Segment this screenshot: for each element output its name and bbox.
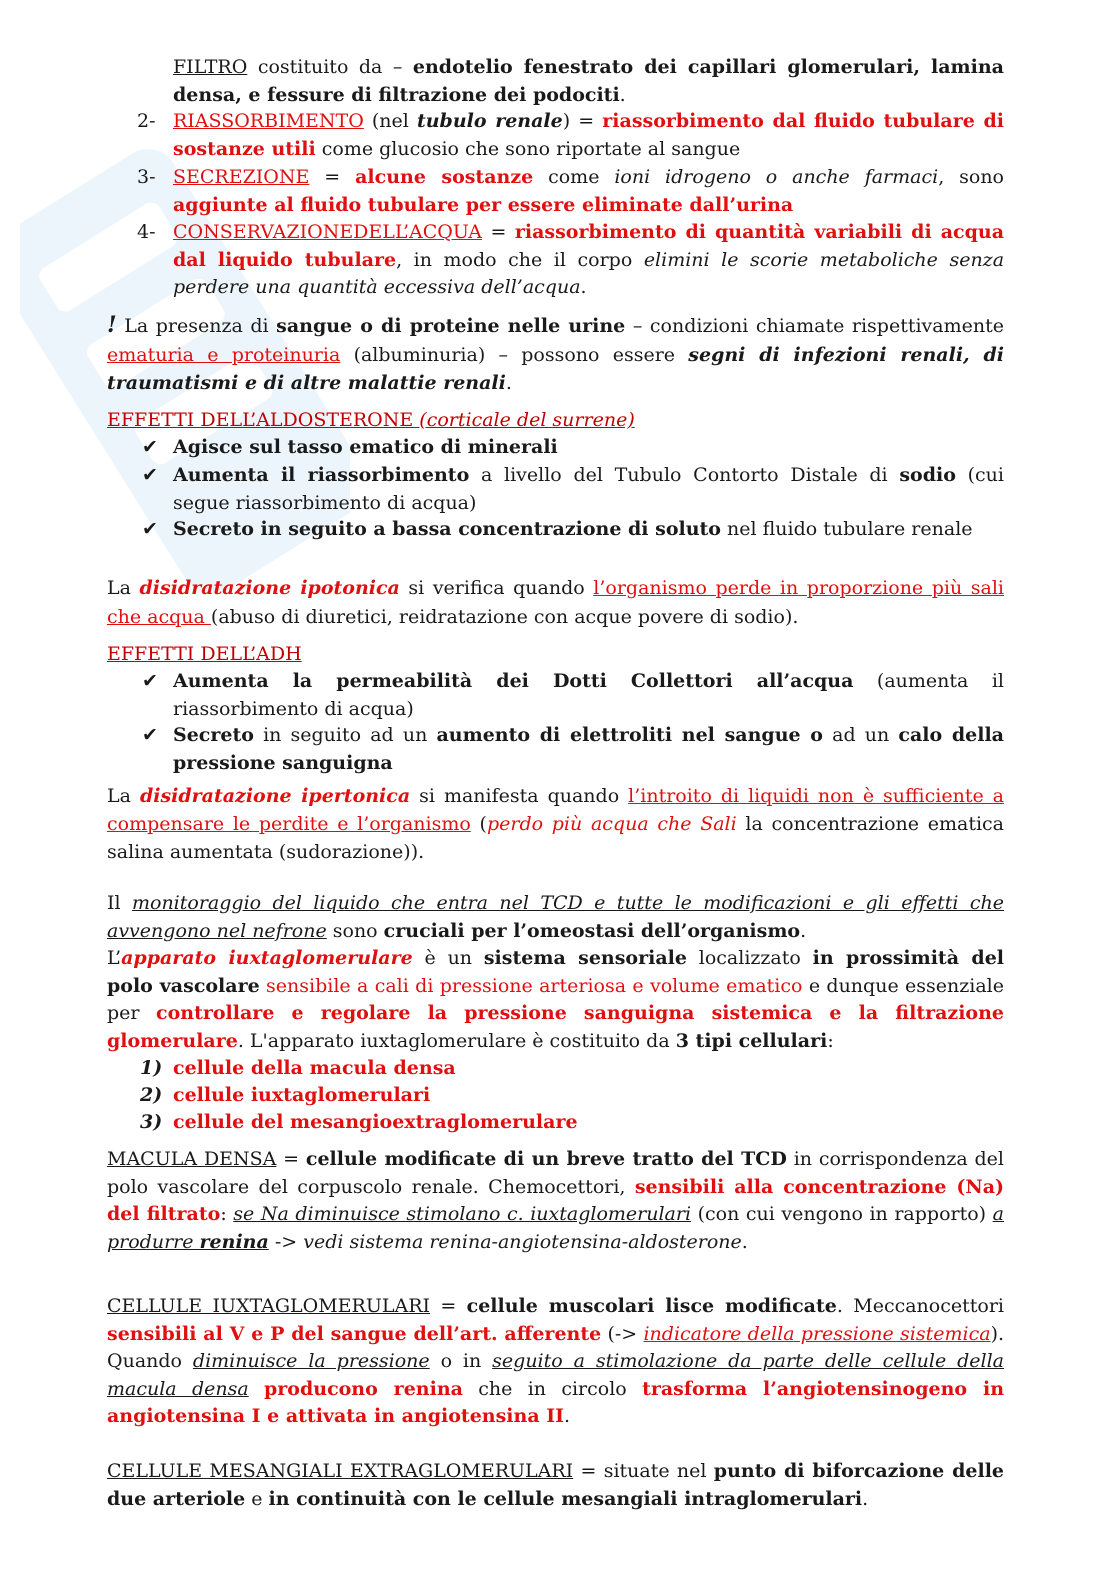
list-item-secrezione: SECREZIONE = alcune sostanze come ioni idrogeno o anche farmaci, sono aggiunte al fluido tubulare per essere eliminate dall’urina	[173, 166, 1004, 216]
ordered-number: 3)	[140, 1111, 163, 1133]
cell-type-item: cellule del mesangioextraglomerulare	[173, 1111, 578, 1133]
check-icon: ✔	[142, 436, 158, 458]
adh-heading: EFFETTI DELL’ADH	[107, 643, 302, 665]
aldosterone-bullet-3: Secreto in seguito a bassa concentrazione di soluto nel fluido tubulare renale	[173, 518, 973, 540]
ordered-number: 1)	[140, 1057, 163, 1079]
list-number: 4-	[137, 221, 156, 243]
cell-type-item: cellule iuxtaglomerulari	[173, 1084, 431, 1106]
ipertonica-paragraph: La disidratazione ipertonica si manifesta quando l’introito di liquidi non è sufficiente a compensare le perdite e l’organismo (perdo più acqua che Sali la concentrazione ematica salina aumentata (sudorazione)).	[107, 785, 1005, 863]
check-icon: ✔	[142, 724, 158, 746]
iuxtaglomerulari-paragraph: CELLULE IUXTAGLOMERULARI = cellule muscolari lisce modificate. Meccanocettori sensibili al V e P del sangue dell’art. afferente (-> indicatore della pressione sistemica). Quando diminuisce la pressione o in seguito a stimolazione da parte delle cellule della macula densa producono renina che in circolo trasforma l’angiotensinogeno in angiotensina I e attivata in angiotensina II.	[107, 1295, 1005, 1427]
list-number: 3-	[137, 166, 156, 188]
mesangiali-paragraph: CELLULE MESANGIALI EXTRAGLOMERULARI = situate nel punto di biforcazione delle due arteriole e in continuità con le cellule mesangiali intraglomerulari.	[107, 1460, 1004, 1510]
list-item-conservazione: CONSERVAZIONEDELL’ACQUA = riassorbimento di quantità variabili di acqua dal liquido tubulare, in modo che il corpo elimini le scorie metaboliche senza perdere una quantità eccessiva dell’acqua.	[173, 221, 1005, 298]
monitoraggio-paragraph: Il monitoraggio del liquido che entra nel TCD e tutte le modificazioni e gli effetti che avvengono nel nefrone sono cruciali per l’omeostasi dell’organismo.	[107, 892, 1005, 942]
ipotonica-paragraph: La disidratazione ipotonica si verifica quando l’organismo perde in proporzione più sali che acqua (abuso di diuretici, reidratazione con acque povere di sodio).	[107, 577, 1004, 628]
warning-paragraph: ! La presenza di sangue o di proteine nelle urine – condizioni chiamate rispettivamente ematuria e proteinuria (albuminuria) – possono essere segni di infezioni renali, di traumatismi e di altre malattie renali.	[107, 312, 1004, 394]
filtro-label: FILTRO	[173, 56, 248, 78]
adh-bullet-2: Secreto in seguito ad un aumento di elettroliti nel sangue o ad un calo della pressione sanguigna	[173, 724, 1004, 774]
list-item-riassorbimento: RIASSORBIMENTO (nel tubulo renale) = riassorbimento dal fluido tubulare di sostanze utili come glucosio che sono riportate al sangue	[173, 110, 1004, 160]
check-icon: ✔	[142, 518, 158, 540]
list-number: 2-	[137, 110, 156, 132]
apparato-paragraph: L’apparato iuxtaglomerulare è un sistema sensoriale localizzato in prossimità del polo vascolare sensibile a cali di pressione arteriosa e volume ematico e dunque essenziale per controllare e regolare la pressione sanguigna sistemica e la filtrazione glomerulare. L'apparato iuxtaglomerulare è costituito da 3 tipi cellulari:	[107, 947, 1004, 1052]
cell-type-item: cellule della macula densa	[173, 1057, 456, 1079]
filtro-paragraph: FILTRO costituito da – endotelio fenestrato dei capillari glomerulari, lamina densa, e fessure di filtrazione dei podociti.	[173, 56, 1004, 106]
ordered-number: 2)	[140, 1084, 163, 1106]
aldosterone-heading: EFFETTI DELL’ALDOSTERONE (corticale del surrene)	[107, 409, 635, 431]
macula-densa-paragraph: MACULA DENSA = cellule modificate di un breve tratto del TCD in corrispondenza del polo vascolare del corpuscolo renale. Chemocettori, sensibili alla concentrazione (Na) del filtrato: se Na diminuisce stimolano c. iuxtaglomerulari (con cui vengono in rapporto) a produrre renina -> vedi sistema renina-angiotensina-aldosterone.	[107, 1148, 1005, 1253]
aldosterone-bullet-2: Aumenta il riassorbimento a livello del Tubulo Contorto Distale di sodio (cui segue riassorbimento di acqua)	[173, 464, 1004, 514]
check-icon: ✔	[142, 670, 158, 692]
check-icon: ✔	[142, 464, 158, 486]
aldosterone-bullet-1: Agisce sul tasso ematico di minerali	[173, 436, 558, 458]
exclamation-icon: !	[107, 312, 117, 338]
adh-bullet-1: Aumenta la permeabilità dei Dotti Collettori all’acqua (aumenta il riassorbimento di acqua)	[173, 670, 1004, 720]
